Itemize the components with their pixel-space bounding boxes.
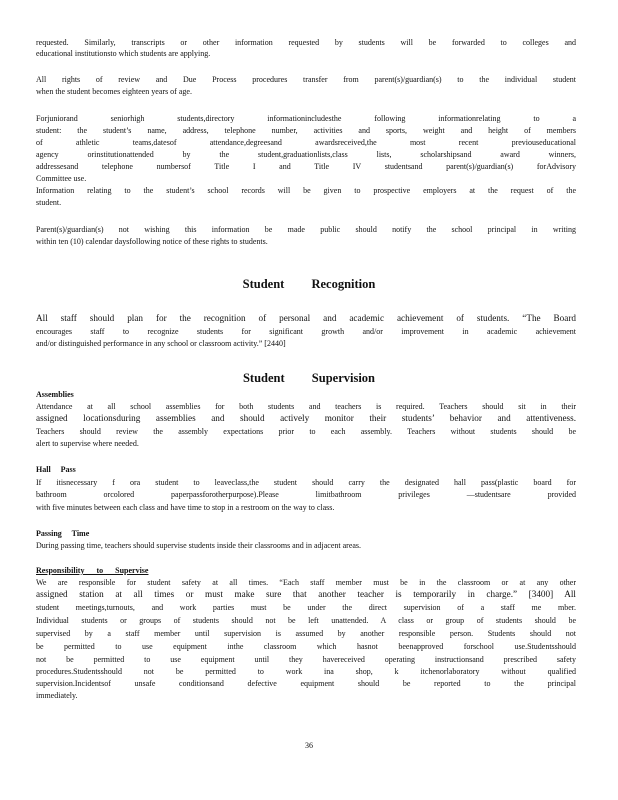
paragraph-line: bathroom orcolored paperpassforotherpurpose).Please limitbathroom privileges —studentsare provided xyxy=(36,490,576,499)
paragraph-line: addressesand telephone numbersof Title I and Title IV studentsand parent(s)/guardian(s) forAdvisory xyxy=(36,162,576,171)
paragraph-line: student meetings,turnouts, and work parties must be under the direct supervision of a staff me mber. xyxy=(36,603,576,612)
paragraph-line: assigned station at all times or must make sure that another teacher is temporarily in charge.” [3400] All xyxy=(36,589,576,599)
paragraph-line: encourages staff to recognize students for significant growth and/or improvement in academic achievement xyxy=(36,327,576,336)
subheading: Passing Time xyxy=(36,529,90,538)
paragraph-line: be permitted to use equipment inthe classroom which hasnot beenapproved forschool use.Studentsshould xyxy=(36,642,576,651)
subheading: Assemblies xyxy=(36,390,74,399)
paragraph-line: Parent(s)/guardian(s) not wishing this information be made public should notify the school principal in writing xyxy=(36,225,576,234)
paragraph-line: requested. Similarly, transcripts or other information requested by students will be forwarded to colleges and xyxy=(36,38,576,47)
paragraph-line: If itisnecessary f ora student to leaveclass,the student should carry the designated hall pass(plastic board for xyxy=(36,478,576,487)
paragraph-line: with five minutes between each class and have time to stop in a restroom on the way to class. xyxy=(36,503,335,512)
subheading: Hall Pass xyxy=(36,465,76,474)
paragraph-line: procedures.Studentsshould not be permitted to work ina shop, k itchenorlaboratory without qualified xyxy=(36,667,576,676)
paragraph-line: immediately. xyxy=(36,691,78,700)
paragraph-line: student: the student’s name, address, telephone number, activities and sports, weight and height of members xyxy=(36,126,576,135)
paragraph-line: We are responsible for student safety at all times. “Each staff member must be in the classroom or at any other xyxy=(36,578,576,587)
paragraph-line: educational institutionsto which students are applying. xyxy=(36,49,211,58)
paragraph-line: During passing time, teachers should supervise students inside their classrooms and in adjacent areas. xyxy=(36,541,362,550)
page-number: 36 xyxy=(305,741,313,750)
paragraph-line: and/or distinguished performance in any school or classroom activity.” [2440] xyxy=(36,339,286,348)
paragraph-line: student. xyxy=(36,198,62,207)
paragraph-line: Individual students or groups of students should not be left unattended. A class or group of students should be xyxy=(36,616,576,625)
paragraph-line: not be permitted to use equipment until they havereceived operating instructionsand prescribed safety xyxy=(36,655,576,664)
paragraph-line: Forjuniorand seniorhigh students,directory informationincludesthe following informationrelating to a xyxy=(36,114,576,123)
paragraph-line: agency orinstitutionattended by the student,graduationlists,class lists, scholarshipsand award winners, xyxy=(36,150,576,159)
paragraph-line: alert to supervise where needed. xyxy=(36,439,139,448)
paragraph-line: Teachers should review the assembly expectations prior to each assembly. Teachers without students should be xyxy=(36,427,576,436)
paragraph-line: assigned locationsduring assemblies and should actively monitor their students’ behavior and attentiveness. xyxy=(36,413,576,423)
paragraph-line: supervised by a staff member until supervision is assumed by another responsible person. Students should not xyxy=(36,629,576,638)
paragraph-line: All rights of review and Due Process procedures transfer from parent(s)/guardian(s) to the individual student xyxy=(36,75,576,84)
section-heading: Student Supervision xyxy=(242,371,376,385)
subheading: Responsibility to Supervise xyxy=(36,566,149,575)
section-heading: Student Recognition xyxy=(242,277,376,291)
paragraph-line: of athletic teams,datesof attendance,degreesand awardsreceived,the most recent previouseducational xyxy=(36,138,576,147)
paragraph-line: supervision.Incidentsof unsafe conditionsand defective equipment should be reported to the principal xyxy=(36,679,576,688)
paragraph-line: Committee use. xyxy=(36,174,87,183)
paragraph-line: when the student becomes eighteen years of age. xyxy=(36,87,192,96)
paragraph-line: Attendance at all school assemblies for both students and teachers is required. Teachers should sit in their xyxy=(36,402,576,411)
paragraph-line: All staff should plan for the recognition of personal and academic achievement of students. “The Board xyxy=(36,313,576,323)
paragraph-line: within ten (10) calendar daysfollowing notice of these rights to students. xyxy=(36,237,268,246)
paragraph-line: Information relating to the student’s school records will be given to prospective employers at the request of the xyxy=(36,186,576,195)
